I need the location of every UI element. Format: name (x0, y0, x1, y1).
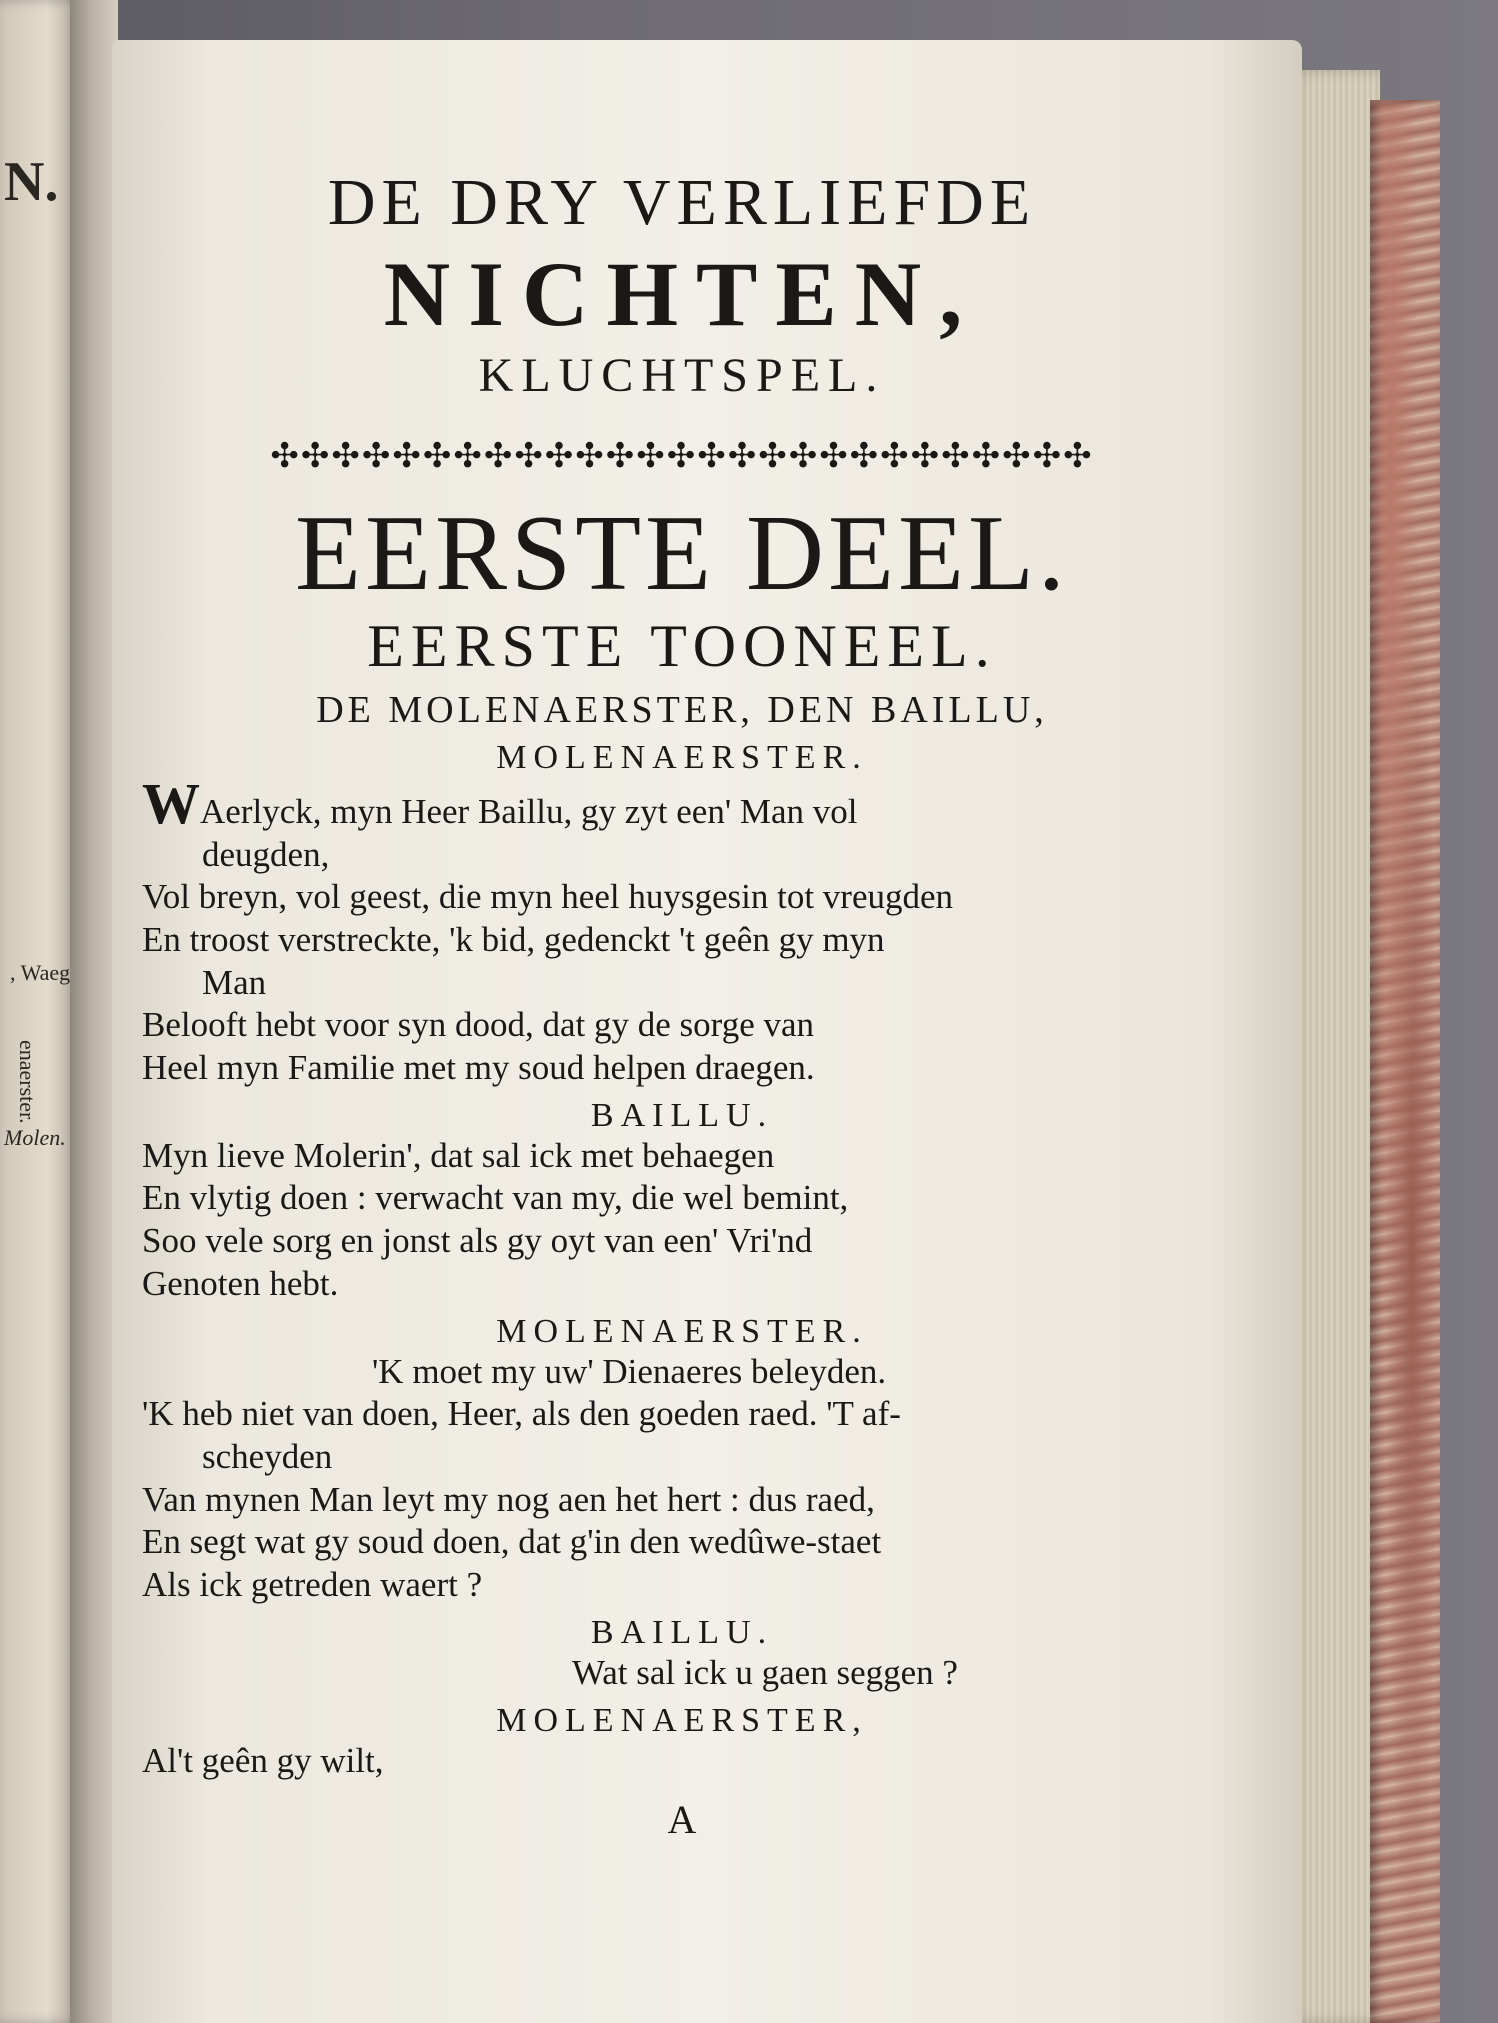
speaker-name: BAILLU. (590, 1613, 774, 1651)
marbled-cover (1370, 100, 1440, 2023)
left-page-fragment: , Waeg (10, 960, 71, 985)
left-facing-page (0, 0, 78, 2023)
verse-line: Wat sal ick u gaen seggen ? (572, 1652, 958, 1692)
verse-line: Man (202, 962, 267, 1002)
verse-line: 'K moet my uw' Dienaeres beleyden. (372, 1351, 887, 1391)
play-title-line-2: NICHTEN, (383, 243, 981, 345)
verse-line: 'K heb niet van doen, Heer, als den goeden raed. 'T af- (142, 1394, 901, 1434)
play-title-line-1: DE DRY VERLIEFDE (327, 166, 1037, 239)
left-page-fragment: enaerster. (15, 1040, 40, 1124)
verse-line: Heel myn Familie met my soud helpen draegen. (142, 1048, 815, 1088)
verse-line: En vlytig doen : verwacht van my, die wel bemint, (142, 1178, 849, 1218)
page-edges (1290, 70, 1380, 2023)
page-text (142, 166, 1222, 1843)
signature-mark: A (667, 1797, 697, 1843)
characters-list: DE MOLENAERSTER, DEN BAILLU, (316, 689, 1048, 731)
verse-line: Soo vele sorg en jonst als gy oyt van een' Vri'nd (142, 1221, 813, 1261)
verse-line: deugden, (202, 834, 330, 874)
speaker-name: MOLENAERSTER. (496, 738, 868, 776)
speaker-name: BAILLU. (590, 1096, 774, 1134)
verse-line: Van mynen Man leyt my nog aen het hert : dus raed, (142, 1479, 875, 1519)
left-page-fragment: N. (4, 151, 59, 213)
book-gutter (70, 0, 118, 2023)
verse-line: En segt wat gy soud doen, dat g'in den wedûwe-staet (142, 1522, 882, 1562)
verse-line (142, 770, 1222, 836)
verse-line: En troost verstreckte, 'k bid, gedenckt 't geên gy myn (142, 919, 885, 959)
speaker-name: MOLENAERSTER, (496, 1701, 868, 1739)
left-page-fragment: Molen. (4, 1125, 66, 1150)
verse-line: scheyden (202, 1437, 333, 1477)
play-subtitle: KLUCHTSPEL. (478, 349, 886, 402)
verse-line: Als ick getreden waert ? (142, 1565, 483, 1605)
verse-line: Al't geên gy wilt, (142, 1740, 384, 1780)
verse-line: Belooft hebt voor syn dood, dat gy de sorge van (142, 1005, 815, 1045)
part-title: EERSTE DEEL. (295, 494, 1069, 613)
verse-line: Genoten hebt. (142, 1263, 339, 1303)
drop-cap: W (142, 770, 200, 836)
book-page (112, 40, 1302, 2023)
scene-title: EERSTE TOONEEL. (367, 613, 997, 679)
ornament-divider: ✣✣✣✣✣✣✣✣✣✣✣✣✣✣✣✣✣✣✣✣✣✣✣✣✣✣✣ (270, 440, 1094, 474)
verse-line: Myn lieve Molerin', dat sal ick met behaegen (142, 1135, 775, 1175)
speaker-name: MOLENAERSTER. (496, 1312, 868, 1350)
verse-line: Vol breyn, vol geest, die myn heel huysgesin tot vreugden (142, 877, 954, 917)
verse-line-text: Aerlyck, myn Heer Baillu, gy zyt een' Man vol (200, 791, 858, 831)
